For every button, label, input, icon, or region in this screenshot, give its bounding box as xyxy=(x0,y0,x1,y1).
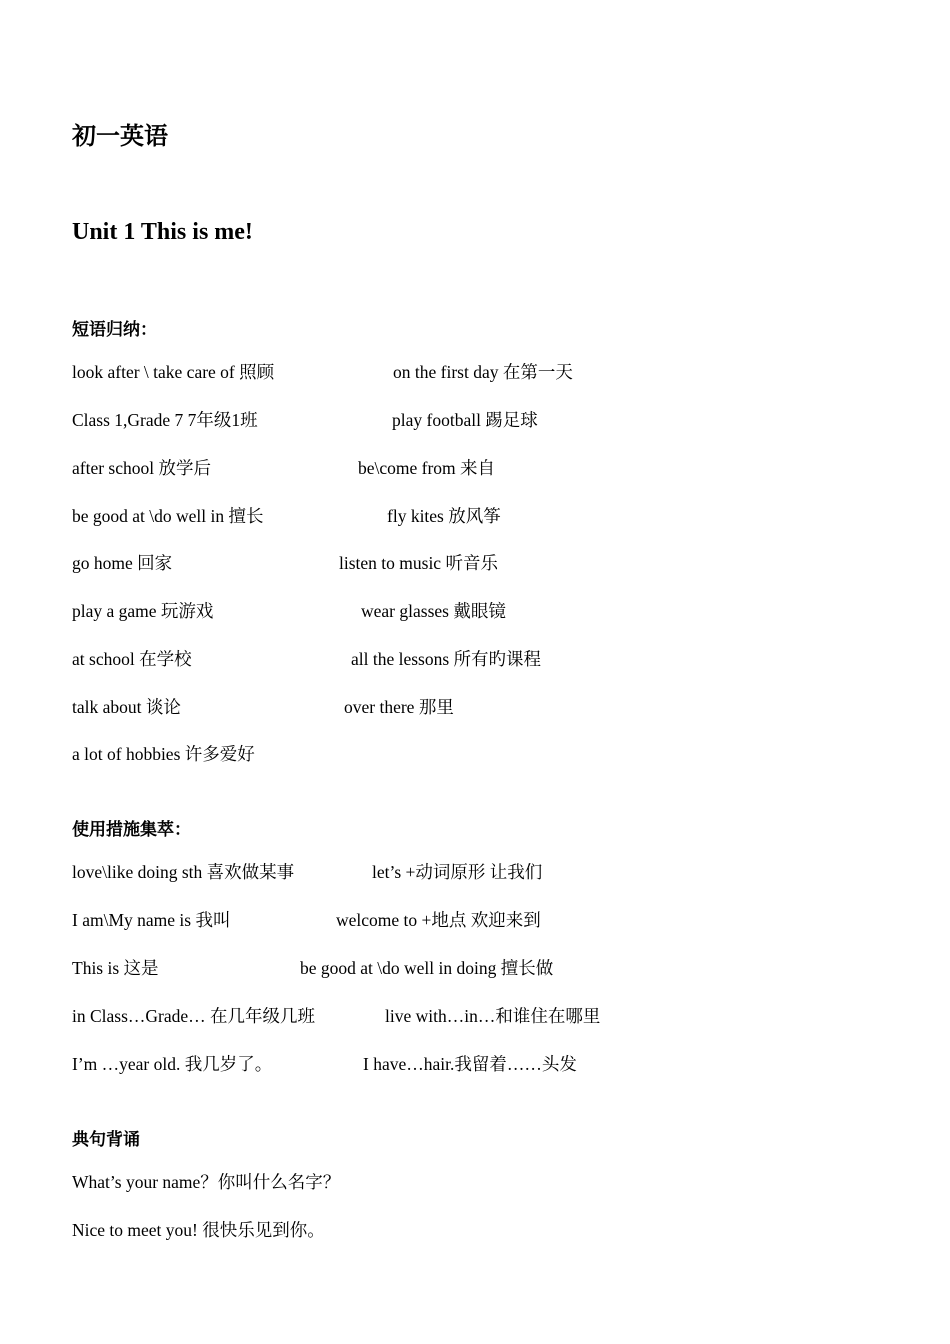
phrase-left: look after \ take care of 照顾 xyxy=(72,362,275,382)
usage-right: I have…hair.我留着……头发 xyxy=(363,1054,577,1074)
phrase-left: talk about 谈论 xyxy=(72,697,181,717)
phrase-left: play a game 玩游戏 xyxy=(72,601,214,621)
sentence-line: Nice to meet you! 很快乐见到你。 xyxy=(72,1220,325,1240)
phrase-right: on the first day 在第一天 xyxy=(393,362,573,382)
phrase-left: go home 回家 xyxy=(72,553,173,573)
phrase-right: play football 踢足球 xyxy=(392,410,538,430)
phrases-heading: 短语归纳： xyxy=(72,320,157,339)
phrase-left: Class 1,Grade 7 7年级1班 xyxy=(72,410,258,430)
phrase-left: be good at \do well in 擅长 xyxy=(72,506,264,526)
usage-left: in Class…Grade… 在几年级几班 xyxy=(72,1006,316,1026)
phrase-right: be\come from 来自 xyxy=(358,458,496,478)
usage-left: This is 这是 xyxy=(72,958,159,978)
phrase-right: wear glasses 戴眼镜 xyxy=(361,601,506,621)
phrase-left: a lot of hobbies 许多爱好 xyxy=(72,744,255,764)
usage-left: I’m …year old. 我几岁了。 xyxy=(72,1054,273,1074)
document-title: 初一英语 xyxy=(72,124,168,150)
phrase-left: after school 放学后 xyxy=(72,458,211,478)
sentences-heading: 典句背诵 xyxy=(72,1130,140,1149)
usages-heading: 使用措施集萃： xyxy=(72,820,191,839)
usage-left: I am\My name is 我叫 xyxy=(72,910,231,930)
phrase-right: listen to music 听音乐 xyxy=(339,553,498,573)
unit-title: Unit 1 This is me! xyxy=(72,219,253,245)
phrase-right: over there 那里 xyxy=(344,697,454,717)
usage-right: welcome to +地点 欢迎来到 xyxy=(336,910,541,930)
sentence-line: What’s your name？你叫什么名字？ xyxy=(72,1172,341,1192)
phrase-left: at school 在学校 xyxy=(72,649,192,669)
usage-right: live with…in…和谁住在哪里 xyxy=(385,1006,601,1026)
phrase-right: fly kites 放风筝 xyxy=(387,506,501,526)
usage-right: be good at \do well in doing 擅长做 xyxy=(300,958,554,978)
usage-left: love\like doing sth 喜欢做某事 xyxy=(72,862,295,882)
usage-right: let’s +动词原形 让我们 xyxy=(372,862,543,882)
phrase-right: all the lessons 所有旳课程 xyxy=(351,649,542,669)
